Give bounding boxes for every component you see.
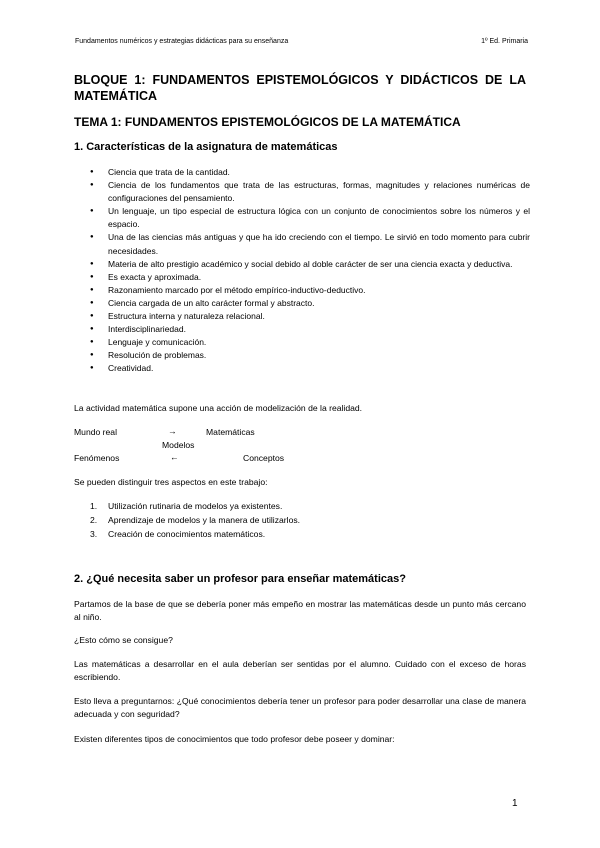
arrow-left-icon: ← <box>170 452 179 462</box>
section1-heading: 1. Características de la asignatura de matemáticas <box>74 141 338 153</box>
list-text: Utilización rutinaria de modelos ya existentes. <box>108 501 283 511</box>
list-item: ● Creatividad. <box>90 362 530 375</box>
page-number: 1 <box>512 798 518 809</box>
characteristics-list <box>90 166 530 376</box>
list-item <box>90 499 300 513</box>
paragraph: Partamos de la base de que se debería poner más empeño en mostrar las matemáticas desde un punto más cercano al niño. <box>74 599 526 622</box>
list-item: ● Un lenguaje, un tipo especial de estructura lógica con un conjunto de conocimientos sobre los números y el espacio. <box>90 205 530 231</box>
model-modelos: Modelos <box>162 440 195 450</box>
paragraph: Las matemáticas a desarrollar en el aula deberían ser sentidas por el alumno. Cuidado con el exceso de horas escribiendo. <box>74 659 526 682</box>
list-number: 1. <box>90 501 98 511</box>
arrow-right-icon: → <box>168 426 177 436</box>
list-item <box>90 527 300 541</box>
list-item: ● Resolución de problemas. <box>90 349 530 362</box>
paragraph: Existen diferentes tipos de conocimientos que todo profesor debe poseer y dominar: <box>74 734 395 744</box>
model-fenomenos: Fenómenos <box>74 453 120 463</box>
list-item: ● Es exacta y aproximada. <box>90 271 530 284</box>
list-item: ● Razonamiento marcado por el método empírico-inductivo-deductivo. <box>90 284 530 297</box>
list-item: ● Lenguaje y comunicación. <box>90 336 530 349</box>
model-mundo-real: Mundo real <box>74 427 117 437</box>
list-number: 2. <box>90 515 98 525</box>
list-item: ● Estructura interna y naturaleza relacional. <box>90 310 530 323</box>
tema-title: TEMA 1: FUNDAMENTOS EPISTEMOLÓGICOS DE LA MATEMÁTICA <box>74 115 461 129</box>
header-course-title: Fundamentos numéricos y estrategias didácticas para su enseñanza <box>75 38 289 45</box>
paragraph: ¿Esto cómo se consigue? <box>74 635 173 645</box>
model-conceptos: Conceptos <box>243 453 285 463</box>
header-course-level: 1º Ed. Primaria <box>481 38 528 45</box>
list-item: ● Materia de alto prestigio académico y social debido al doble carácter de ser una ciencia exacta y deductiva. <box>90 258 530 271</box>
aspects-list <box>90 499 300 541</box>
modelization-paragraph: La actividad matemática supone una acción de modelización de la realidad. <box>74 403 363 413</box>
aspects-intro: Se pueden distinguir tres aspectos en este trabajo: <box>74 477 268 487</box>
list-item <box>90 513 300 527</box>
list-item: ● Ciencia de los fundamentos que trata de las estructuras, formas, magnitudes y relaciones numéricas de configuraciones del pensamiento. <box>90 179 530 205</box>
list-item: ● Una de las ciencias más antiguas y que ha ido creciendo con el tiempo. Le sirvió en todo momento para cubrir necesidades. <box>90 231 530 257</box>
bloque-title: BLOQUE 1: FUNDAMENTOS EPISTEMOLÓGICOS Y DIDÁCTICOS DE LA MATEMÁTICA <box>74 73 526 103</box>
list-text: Aprendizaje de modelos y la manera de utilizarlos. <box>108 515 301 525</box>
paragraph: Esto lleva a preguntarnos: ¿Qué conocimientos debería tener un profesor para poder desarrollar una clase de manera adecuada y con seguridad? <box>74 696 526 719</box>
list-text: Creación de conocimientos matemáticos. <box>108 529 266 539</box>
model-matematicas: Matemáticas <box>206 427 255 437</box>
list-item: ● Interdisciplinariedad. <box>90 323 530 336</box>
list-item: ● Ciencia que trata de la cantidad. <box>90 166 530 179</box>
list-number: 3. <box>90 529 98 539</box>
list-item: ● Ciencia cargada de un alto carácter formal y abstracto. <box>90 297 530 310</box>
section2-heading: 2. ¿Qué necesita saber un profesor para enseñar matemáticas? <box>74 573 406 585</box>
